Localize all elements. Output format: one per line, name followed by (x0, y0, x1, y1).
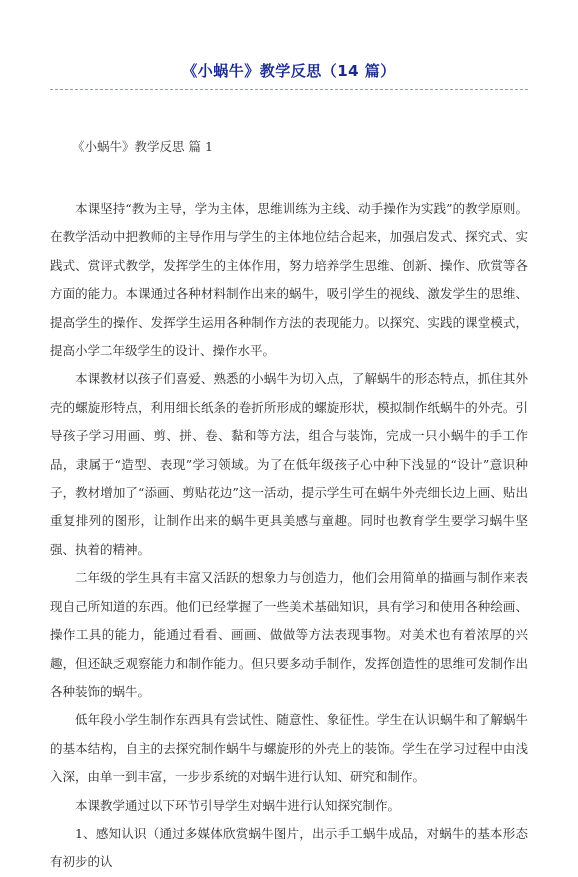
title-divider (50, 89, 528, 90)
paragraph: 1、感知认识（通过多媒体欣赏蜗牛图片，出示手工蜗牛成品，对蜗牛的基本形态有初步的认 (50, 825, 528, 870)
paragraph: 二年级的学生具有丰富又活跃的想象力与创造力，他们会用简单的描画与制作来表现自己所知道的东西。他们已经掌握了一些美术基础知识，具有学习和使用各种绘画、操作工具的能力，能通过看看、画画、做做等方法表现事物。对美术也有着浓厚的兴趣，但还缺乏观察能力和制作能力。但只要多动手制作，发挥创造性的思维可发制作出各种装饰的蜗牛。 (50, 570, 528, 699)
document-body (50, 195, 528, 877)
paragraph: 本课坚持“教为主导，学为主体，思维训练为主线、动手操作为实践”的教学原则。在教学活动中把教师的主导作用与学生的主体地位结合起来，加强启发式、探究式、实践式、赏评式教学，发挥学生的主体作用，努力培养学生思维、创新、操作、欣赏等各方面的能力。本课通过各种材料制作出来的蜗牛，吸引学生的视线、激发学生的思维、提高学生的操作、发挥学生运用各种制作方法的表现能力。以探究、实践的课堂模式，提高小学二年级学生的设计、操作水平。 (50, 201, 528, 359)
paragraph: 本课教学通过以下环节引导学生对蜗牛进行认知探究制作。 (75, 797, 401, 813)
paragraph: 本课教材以孩子们喜爱、熟悉的小蜗牛为切入点，了解蜗牛的形态特点，抓住其外壳的螺旋形特点，利用细长纸条的卷折所形成的螺旋形状，模拟制作纸蜗牛的外壳。引导孩子学习用画、剪、拼、卷、黏和等方法，组合与装饰，完成一只小蜗牛的手工作品，隶属于“造型、表现”学习领域。为了在低年级孩子心中种下浅显的“设计”意识种子，教材增加了“添画、剪贴花边”这一活动，提示学生可在蜗牛外壳细长边上画、贴出重复排列的图形，让制作出来的蜗牛更具美感与童趣。同时也教育学生要学习蜗牛坚强、执着的精神。 (50, 371, 528, 557)
document-title: 《小蜗牛》教学反思（14 篇） (182, 62, 396, 80)
paragraph: 低年段小学生制作东西具有尝试性、随意性、象征性。学生在认识蜗牛和了解蜗牛的基本结构，自主的去探究制作蜗牛与螺旋形的外壳上的装饰。学生在学习过程中由浅入深，由单一到丰富，一步步系统的对蜗牛进行认知、研究和制作。 (50, 712, 528, 785)
section-heading: 《小蜗牛》教学反思 篇 1 (72, 139, 213, 154)
